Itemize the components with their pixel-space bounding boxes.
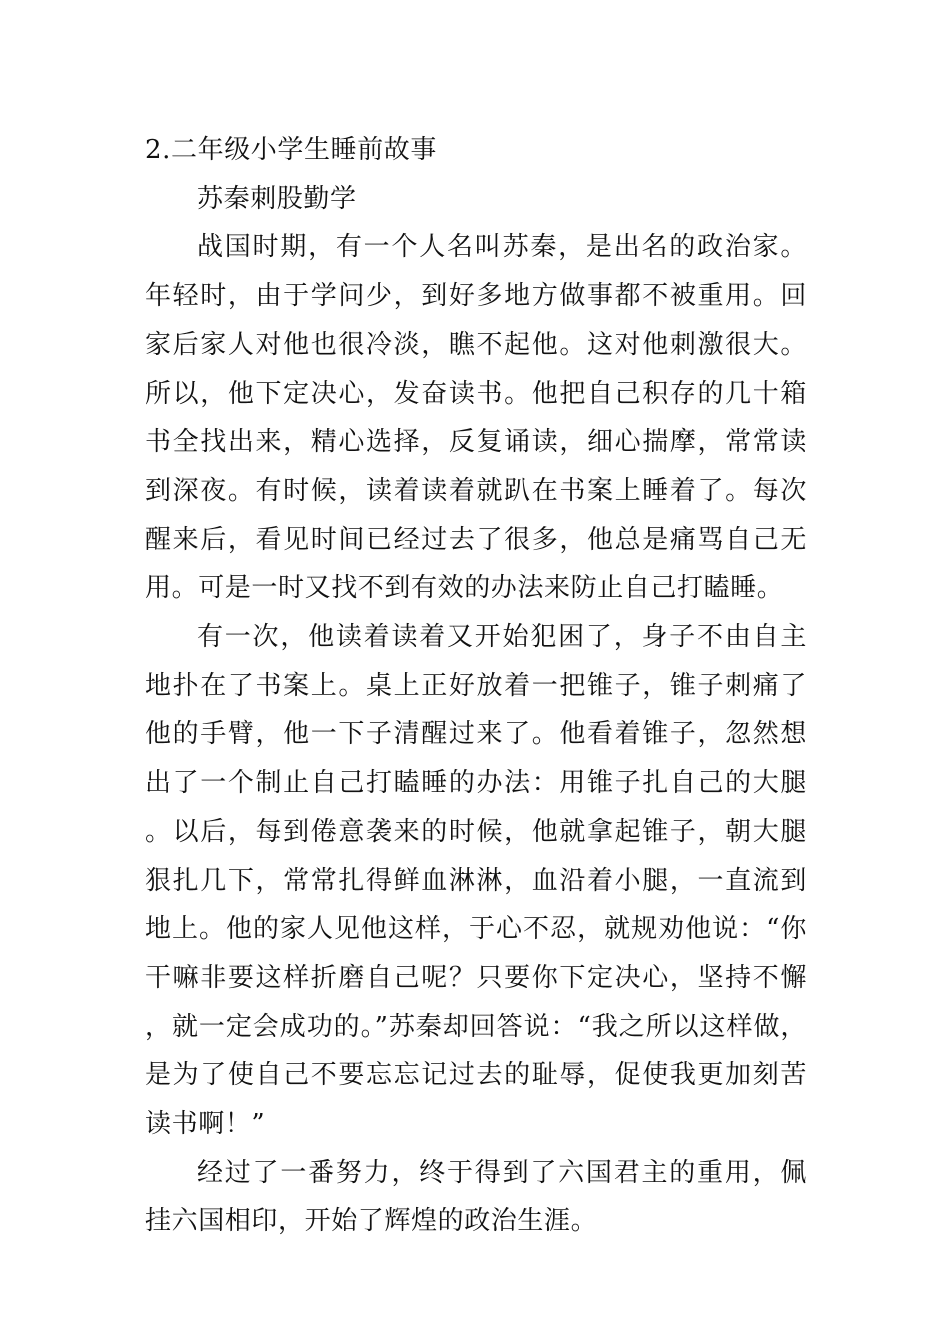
story-paragraph-3: 经过了一番努力，终于得到了六国君主的重用，佩挂六国相印，开始了辉煌的政治生涯。 — [145, 1157, 807, 1237]
document-body — [145, 126, 807, 1246]
story-paragraph-1: 战国时期，有一个人名叫苏秦，是出名的政治家。年轻时，由于学问少，到好多地方做事都不被重用。回家后家人对他也很冷淡，瞧不起他。这对他刺激很大。所以，他下定决心，发奋读书。他把自己积存的几十箱书全找出来，精心选择，反复诵读，细心揣摩，常常读到深夜。有时候，读着读着就趴在书案上睡着了。每次醒来后，看见时间已经过去了很多，他总是痛骂自己无用。可是一时又找不到有效的办法来防止自己打瞌睡。 — [145, 232, 807, 604]
story-paragraph-2: 有一次，他读着读着又开始犯困了，身子不由自主地扑在了书案上。桌上正好放着一把锥子，锥子刺痛了他的手臂，他一下子清醒过来了。他看着锥子，忽然想出了一个制止自己打瞌睡的办法：用锥子扎自己的大腿。以后，每到倦意袭来的时候，他就拿起锥子，朝大腿狠扎几下，常常扎得鲜血淋淋，血沿着小腿，一直流到地上。他的家人见他这样，于心不忍，就规劝他说：“你干嘛非要这样折磨自己呢？只要你下定决心，坚持不懈，就一定会成功的。”苏秦却回答说：“我之所以这样做，是为了使自己不要忘忘记过去的耻辱，促使我更加刻苦读书啊！” — [145, 622, 807, 1140]
story-title: 苏秦刺股勤学 — [197, 183, 357, 214]
section-heading: 2.二年级小学生睡前故事 — [145, 135, 438, 165]
